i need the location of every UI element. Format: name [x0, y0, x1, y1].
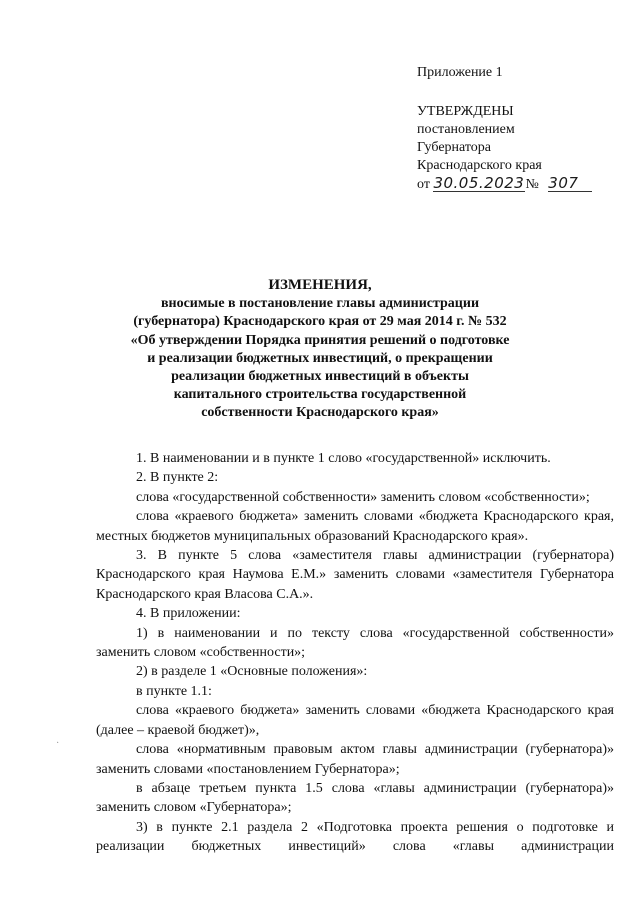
body-paragraph: 3) в пункте 2.1 раздела 2 «Подготовка проекта решения о подготовке и реализации бюджетных инвестиций» слова «главы администрации	[96, 819, 614, 855]
title-line: (губернатора) Краснодарского края от 29 мая 2014 г. № 532	[133, 314, 507, 330]
title-line: «Об утверждении Порядка принятия решений о подготовке	[130, 332, 510, 348]
body-paragraph: 2. В пункте 2:	[136, 470, 219, 486]
body-paragraph: слова «нормативным правовым актом главы администрации (губернатора)» заменить словами «постановлением Губернатора»;	[96, 742, 614, 777]
date-prefix: от	[417, 177, 430, 192]
title-line: собственности Краснодарского края»	[201, 405, 439, 421]
document-title	[100, 276, 540, 423]
date-number-line	[417, 175, 627, 194]
handwritten-number: 307	[548, 175, 592, 192]
approval-block	[417, 64, 627, 194]
body-paragraph: 4. В приложении:	[136, 606, 241, 622]
title-line: вносимые в постановление главы администрации	[160, 296, 480, 312]
handwritten-date: 30.05.2023	[433, 174, 525, 192]
body-paragraph: в пункте 1.1:	[136, 683, 212, 699]
title-heading: ИЗМЕНЕНИЯ,	[268, 277, 372, 293]
body-paragraph: 2) в разделе 1 «Основные положения»:	[136, 664, 368, 680]
approval-line: постановлением	[417, 122, 515, 137]
number-sign: №	[525, 177, 539, 192]
body-paragraph: слова «государственной собственности» заменить словом «собственности»;	[136, 489, 590, 505]
margin-dot: ·	[56, 738, 60, 749]
body-paragraph: в абзаце третьем пункта 1.5 слова «главы администрации (губернатора)» заменить словом «Губернатора»;	[96, 780, 614, 816]
document-body	[96, 449, 614, 857]
body-paragraph: 1. В наименовании и в пункте 1 слово «государственной» исключить.	[136, 451, 551, 466]
title-line: капитального строительства государственной	[173, 387, 467, 403]
approval-line: Краснодарского края	[417, 158, 542, 173]
title-line: и реализации бюджетных инвестиций, о прекращении	[147, 350, 493, 366]
title-line: реализации бюджетных инвестиций в объекты	[171, 369, 469, 385]
body-paragraph: 1) в наименовании и по тексту слова «государственной собственности» заменить словом «собственности»;	[96, 625, 614, 661]
approval-line: Губернатора	[417, 140, 492, 155]
appendix-label: Приложение 1	[417, 65, 503, 80]
body-paragraph: слова «краевого бюджета» заменить словами «бюджета Краснодарского края, местных бюджетов муниципальных образований Краснодарского края».	[96, 509, 614, 544]
approved-label: УТВЕРЖДЕНЫ	[417, 104, 514, 119]
body-paragraph: 3. В пункте 5 слова «заместителя главы администрации (губернатора) Краснодарского края Наумова Е.М.» заменить словами «заместителя Губернатора Краснодарского края Власова С.А.».	[96, 548, 614, 602]
body-paragraph: слова «краевого бюджета» заменить словами «бюджета Краснодарского края (далее – краевой бюджет)»,	[96, 703, 614, 738]
